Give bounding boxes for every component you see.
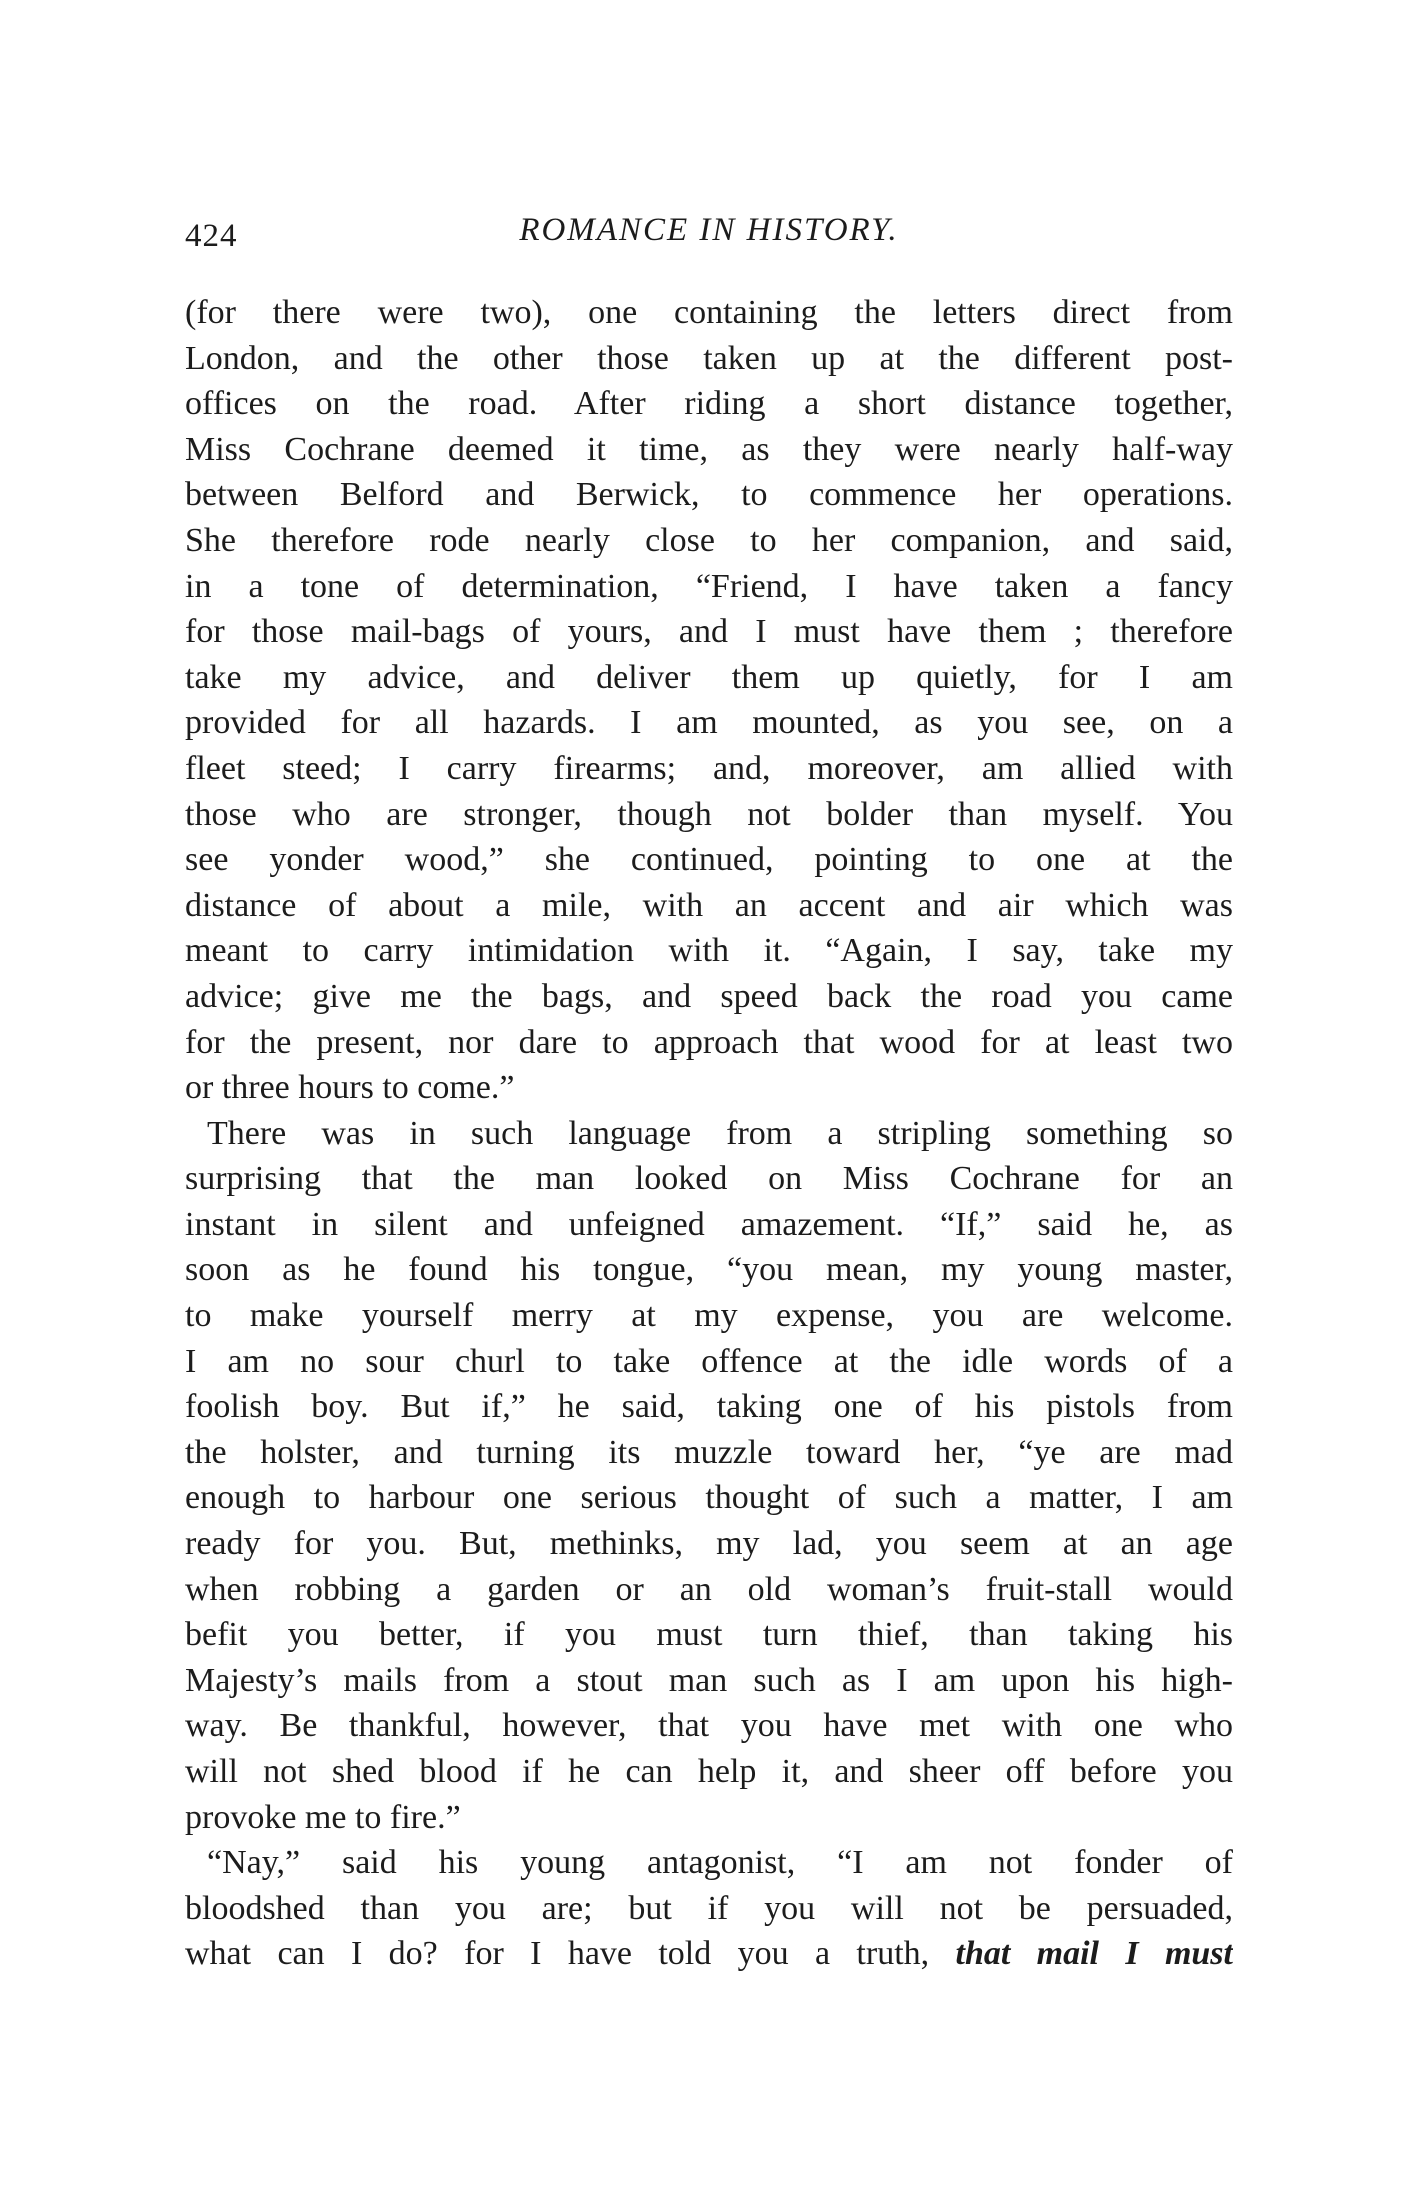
- text-line: for those mail-bags of yours, and I must have them ; therefore: [185, 613, 1233, 651]
- text-line: London, and the other those taken up at the different post-: [185, 339, 1233, 377]
- text-line: “Nay,” said his young antagonist, “I am not fonder of: [207, 1844, 1233, 1882]
- text-line: Miss Cochrane deemed it time, as they were nearly half-way: [185, 430, 1233, 468]
- text-line: provoke me to fire.”: [185, 1798, 461, 1836]
- running-head: ROMANCE IN HISTORY.: [519, 212, 899, 248]
- text-line: (for there were two), one containing the letters direct from: [185, 294, 1233, 331]
- text-line: Majesty’s mails from a stout man such as I am upon his high-: [185, 1661, 1233, 1699]
- text-line: instant in silent and unfeigned amazement. “If,” said he, as: [185, 1205, 1233, 1243]
- body-text: [185, 290, 1233, 1977]
- text-line: I am no sour churl to take offence at the idle words of a: [185, 1342, 1233, 1380]
- text-line: offices on the road. After riding a short distance together,: [185, 385, 1233, 423]
- text-line: There was in such language from a stripling something so: [207, 1114, 1233, 1152]
- text-line: enough to harbour one serious thought of such a matter, I am: [185, 1479, 1233, 1517]
- text-line: in a tone of determination, “Friend, I have taken a fancy: [185, 567, 1233, 605]
- text-line: meant to carry intimidation with it. “Again, I say, take my: [185, 932, 1233, 970]
- text-line: distance of about a mile, with an accent and air which was: [185, 886, 1233, 924]
- text-line: those who are stronger, though not bolder than myself. You: [185, 795, 1233, 833]
- text-run: what can I do? for I have told you a truth,: [185, 1935, 956, 1973]
- emphasized-text: that mail I must: [955, 1935, 1233, 1973]
- page-number: 424: [185, 218, 238, 254]
- text-line: She therefore rode nearly close to her companion, and said,: [185, 521, 1233, 559]
- text-line: the holster, and turning its muzzle toward her, “ye are mad: [185, 1433, 1233, 1471]
- text-line: advice; give me the bags, and speed back the road you came: [185, 977, 1233, 1015]
- text-line: way. Be thankful, however, that you have met with one who: [185, 1707, 1233, 1745]
- text-line: bloodshed than you are; but if you will not be persuaded,: [185, 1889, 1233, 1927]
- text-line: provided for all hazards. I am mounted, as you see, on a: [185, 704, 1233, 742]
- text-line: fleet steed; I carry firearms; and, moreover, am allied with: [185, 749, 1233, 787]
- text-line: befit you better, if you must turn thief, than taking his: [185, 1616, 1233, 1654]
- page-header: [185, 208, 1233, 260]
- text-line: soon as he found his tongue, “you mean, my young master,: [185, 1251, 1233, 1289]
- text-line: to make yourself merry at my expense, you are welcome.: [185, 1297, 1233, 1335]
- text-line-final: [185, 1931, 1233, 1977]
- text-line: when robbing a garden or an old woman’s fruit-stall would: [185, 1570, 1233, 1608]
- text-line: for the present, nor dare to approach that wood for at least two: [185, 1023, 1233, 1061]
- text-line: or three hours to come.”: [185, 1069, 515, 1107]
- text-line: ready for you. But, methinks, my lad, you seem at an age: [185, 1525, 1233, 1563]
- text-line: between Belford and Berwick, to commence her operations.: [185, 476, 1233, 514]
- text-line: see yonder wood,” she continued, pointing to one at the: [185, 841, 1233, 879]
- text-line: surprising that the man looked on Miss Cochrane for an: [185, 1160, 1233, 1198]
- text-line: will not shed blood if he can help it, and sheer off before you: [185, 1753, 1233, 1790]
- text-line: take my advice, and deliver them up quietly, for I am: [185, 658, 1233, 696]
- text-line: foolish boy. But if,” he said, taking one of his pistols from: [185, 1388, 1233, 1426]
